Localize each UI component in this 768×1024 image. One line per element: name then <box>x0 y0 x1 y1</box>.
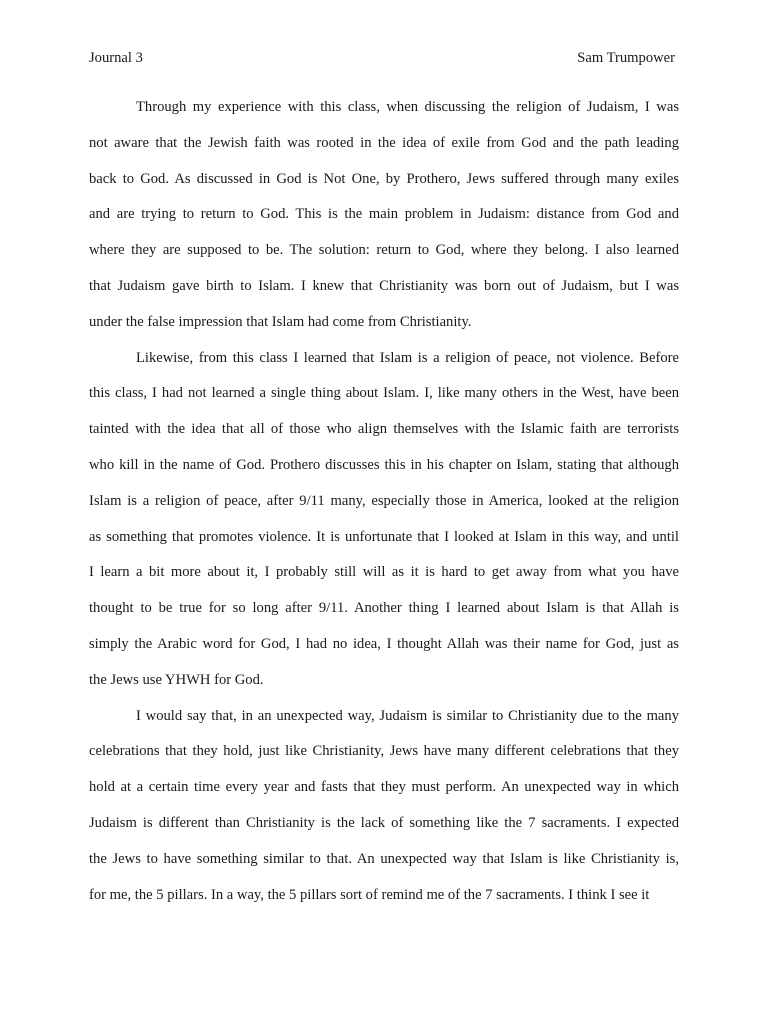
text-line: and are trying to return to God. This is the main problem in Judaism: distance from God and <box>89 206 679 223</box>
text-line: Islam is a religion of peace, after 9/11 many, especially those in America, looked at the religion <box>89 492 679 509</box>
text-line: that Judaism gave birth to Islam. I knew that Christianity was born out of Judaism, but I was <box>89 277 679 294</box>
text-line: I would say that, in an unexpected way, Judaism is similar to Christianity due to the many <box>136 707 679 724</box>
text-line: hold at a certain time every year and fasts that they must perform. An unexpected way in which <box>89 779 679 796</box>
text-line: this class, I had not learned a single thing about Islam. I, like many others in the West, have been <box>89 385 679 402</box>
text-line: not aware that the Jewish faith was rooted in the idea of exile from God and the path leading <box>89 134 679 151</box>
text-line: Likewise, from this class I learned that Islam is a religion of peace, not violence. Before <box>136 349 679 366</box>
text-line: as something that promotes violence. It is unfortunate that I looked at Islam in this way, and until <box>89 528 679 545</box>
text-line: thought to be true for so long after 9/11. Another thing I learned about Islam is that Allah is <box>89 600 679 617</box>
text-line: I learn a bit more about it, I probably still will as it is hard to get away from what you have <box>89 564 679 581</box>
text-line: celebrations that they hold, just like Christianity, Jews have many different celebrations that they <box>89 743 679 760</box>
text-line: the Jews to have something similar to that. An unexpected way that Islam is like Christianity is, <box>89 850 679 867</box>
text-line: the Jews use YHWH for God. <box>89 671 264 688</box>
text-line: who kill in the name of God. Prothero discusses this in his chapter on Islam, stating that although <box>89 456 679 473</box>
page-header <box>89 48 675 68</box>
text-line: back to God. As discussed in God is Not One, by Prothero, Jews suffered through many exiles <box>89 170 679 187</box>
text-line: Judaism is different than Christianity is the lack of something like the 7 sacraments. I expected <box>89 814 679 831</box>
text-line: where they are supposed to be. The solution: return to God, where they belong. I also learned <box>89 242 679 259</box>
text-line: tainted with the idea that all of those who align themselves with the Islamic faith are terrorists <box>89 421 679 438</box>
header-journal-title: Journal 3 <box>89 50 143 66</box>
header-author-name: Sam Trumpower <box>577 50 675 66</box>
document-body <box>89 90 679 913</box>
text-line: under the false impression that Islam had come from Christianity. <box>89 313 472 330</box>
text-line: for me, the 5 pillars. In a way, the 5 pillars sort of remind me of the 7 sacraments. I think I see it <box>89 886 650 903</box>
text-line: Through my experience with this class, when discussing the religion of Judaism, I was <box>136 99 679 115</box>
text-line: simply the Arabic word for God, I had no idea, I thought Allah was their name for God, just as <box>89 635 679 652</box>
